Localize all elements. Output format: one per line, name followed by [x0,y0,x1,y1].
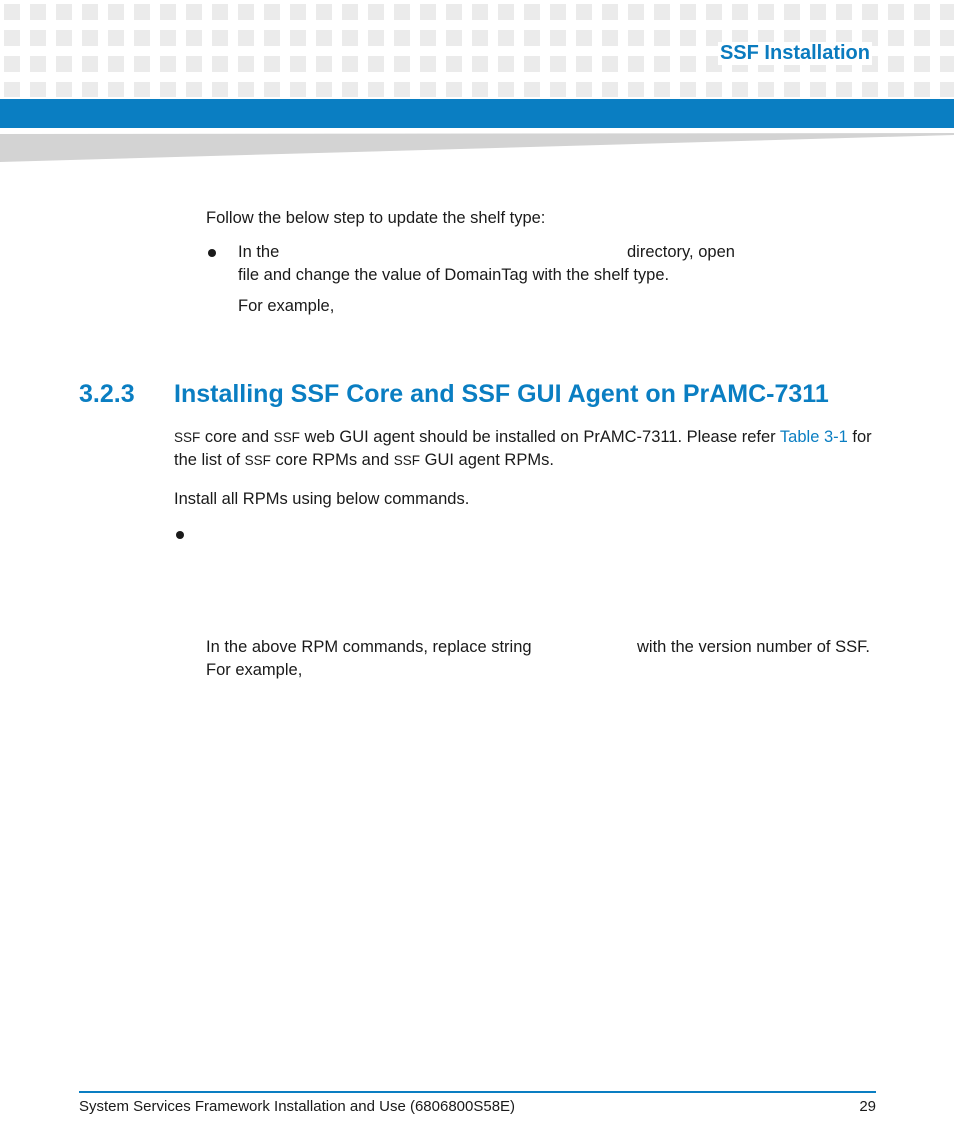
bullet-marker [208,249,216,257]
replace-text-start: In the above RPM commands, replace string [206,638,532,656]
ssf-abbrev: SSF [174,430,201,445]
replace-text-end: with the version number of SSF. [637,638,870,656]
ssf-abbrev: SSF [244,453,271,468]
section-number: 3.2.3 [79,380,135,408]
text-run: the list of [174,451,245,469]
bullet-text-end: directory, open [627,243,735,261]
running-header-title: SSF Installation [719,42,870,64]
text-run: web GUI agent should be installed on PrAMC-7311. Please refer [299,428,780,446]
bullet-text-line2: file and change the value of DomainTag with the shelf type. [238,266,670,284]
text-run: for [847,428,872,446]
footer-doc-title: System Services Framework Installation and Use (6806800S58E) [79,1098,516,1115]
replace-for-example: For example, [206,661,303,679]
section-paragraph-line1 [174,426,872,449]
bullet-marker [176,531,184,539]
header-blue-bar [0,99,954,128]
ssf-abbrev: SSF [393,453,421,468]
text-run: core RPMs and [270,451,394,469]
text-run: GUI agent RPMs. [420,451,554,469]
bullet-text-start: In the [238,243,280,261]
footer-page-number: 29 [859,1098,876,1115]
ssf-abbrev: SSF [273,430,300,445]
footer-rule [79,1091,876,1093]
for-example-label: For example, [238,297,335,315]
header-gray-wedge [0,130,954,162]
intro-step-text: Follow the below step to update the shelf type: [206,209,546,227]
install-instruction: Install all RPMs using below commands. [174,490,470,508]
section-paragraph-line2 [174,449,554,472]
table-3-1-link[interactable]: Table 3-1 [779,428,848,446]
section-title: Installing SSF Core and SSF GUI Agent on PrAMC-7311 [174,380,829,408]
text-run: core and [200,428,274,446]
